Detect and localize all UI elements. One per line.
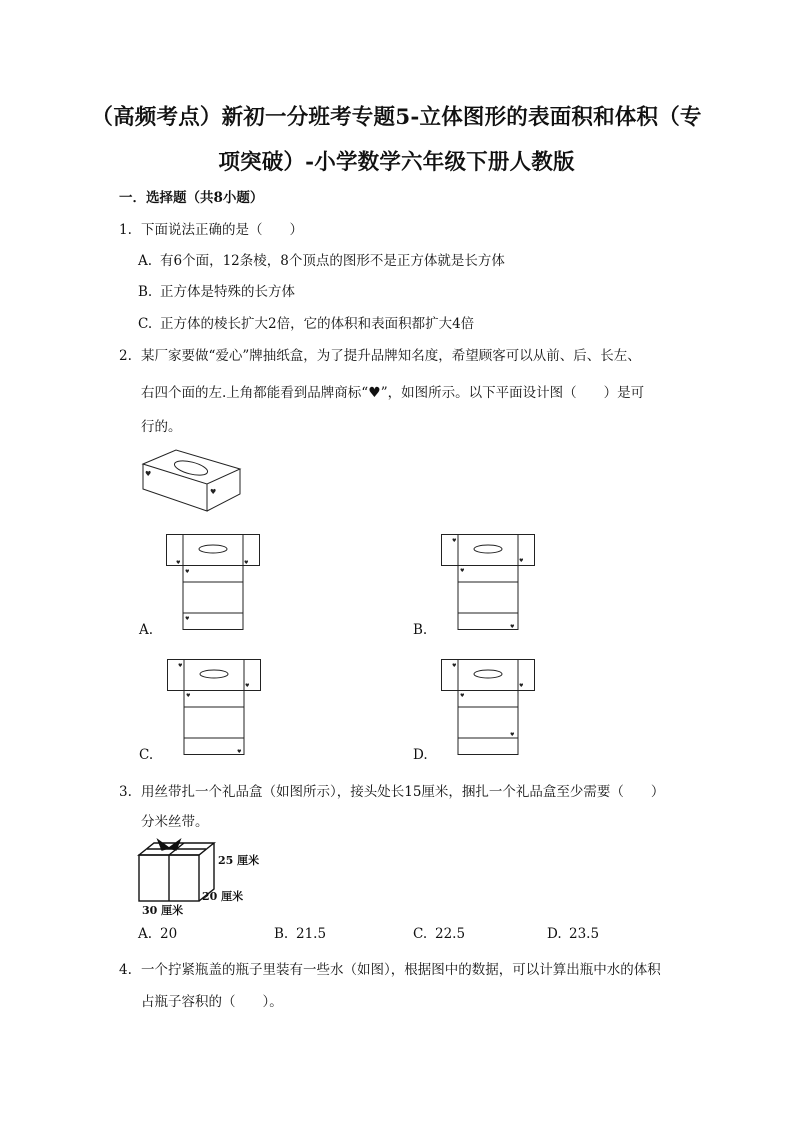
option-text: 正方体的棱长扩大2倍，它的体积和表面积都扩大4倍 <box>160 316 475 332</box>
question-3-option-d[interactable] <box>547 926 599 942</box>
option-label: B. <box>138 284 153 300</box>
document-title-line-2: 项突破）-小学数学六年级下册人教版 <box>218 150 575 175</box>
question-text: 用丝带扎一个礼品盒（如图所示），接头处长15厘米，捆扎一个礼品盒至少需要（ ） <box>141 784 665 800</box>
net-figure-c <box>167 659 263 759</box>
question-1-option-b[interactable] <box>138 280 295 300</box>
svg-text:♥: ♥ <box>510 624 515 630</box>
section-heading: 一．选择题（共8小题） <box>119 190 264 206</box>
option-text: 20 <box>160 926 178 942</box>
question-4-stem-line-1 <box>119 958 661 978</box>
question-3-stem-line-2: 分米丝带。 <box>141 814 209 830</box>
question-1-option-a[interactable] <box>138 249 505 269</box>
option-label: C. <box>413 926 428 942</box>
option-label: A. <box>138 253 153 269</box>
document-title-line-1: （高频考点）新初一分班考专题5-立体图形的表面积和体积（专 <box>91 105 702 130</box>
option-label: D. <box>547 926 562 942</box>
tissue-box-figure <box>140 447 240 517</box>
question-text: 一个拧紧瓶盖的瓶子里装有一些水（如图），根据图中的数据，可以计算出瓶中水的体积 <box>141 962 661 978</box>
svg-text:♥: ♥ <box>510 732 515 738</box>
heart-icon: ♥ <box>210 488 217 496</box>
svg-text:♥: ♥ <box>185 569 190 575</box>
svg-text:♥: ♥ <box>452 538 457 544</box>
heart-logo-icon: ♥ <box>368 385 381 401</box>
question-text: 下面说法正确的是（ ） <box>141 222 303 238</box>
question-3-stem-line-1 <box>119 780 664 800</box>
depth-label: 20 厘米 <box>202 890 244 903</box>
option-text: 22.5 <box>435 926 466 942</box>
question-number: 2. <box>119 348 132 364</box>
question-4-stem-line-2: 占瓶子容积的（ ）。 <box>141 994 283 1010</box>
question-text: 某厂家要做“爱心”牌抽纸盒，为了提升品牌知名度，希望顾客可以从前、后、长左、 <box>141 348 641 364</box>
option-label: A. <box>138 926 153 942</box>
question-text: ”，如图所示。以下平面设计图（ ）是可 <box>380 385 645 401</box>
question-number: 3. <box>119 784 132 800</box>
option-text: 有6个面，12条棱，8个顶点的图形不是正方体就是长方体 <box>160 253 505 269</box>
question-2-option-b[interactable]: B. <box>413 622 428 638</box>
option-text: 正方体是特殊的长方体 <box>160 284 295 300</box>
gift-box-figure <box>136 838 260 918</box>
question-2-option-c[interactable]: C. <box>139 747 154 763</box>
question-1-option-c[interactable] <box>138 312 474 332</box>
svg-text:♥: ♥ <box>460 568 465 574</box>
question-2-stem-line-1 <box>119 344 641 364</box>
svg-text:♥: ♥ <box>519 683 524 689</box>
net-figure-d <box>441 659 537 759</box>
heart-icon: ♥ <box>145 470 152 478</box>
svg-text:♥: ♥ <box>460 693 465 699</box>
net-figure-a <box>166 534 262 634</box>
option-text: 21.5 <box>296 926 327 942</box>
question-number: 1. <box>119 222 132 238</box>
svg-text:♥: ♥ <box>244 560 249 566</box>
question-number: 4. <box>119 962 132 978</box>
question-2-option-d[interactable]: D. <box>413 747 428 763</box>
option-text: 23.5 <box>569 926 600 942</box>
question-1-stem <box>119 218 303 238</box>
svg-text:♥: ♥ <box>519 558 524 564</box>
option-label: C. <box>138 316 153 332</box>
svg-text:♥: ♥ <box>237 749 242 755</box>
question-3-option-c[interactable] <box>413 926 465 942</box>
svg-text:♥: ♥ <box>185 616 190 622</box>
question-2-stem-line-2 <box>141 381 644 401</box>
question-text: 右四个面的左.上角都能看到品牌商标“ <box>141 385 369 401</box>
width-label: 30 厘米 <box>142 904 184 917</box>
svg-text:♥: ♥ <box>178 663 183 669</box>
question-2-option-a[interactable]: A. <box>139 622 154 638</box>
question-3-option-b[interactable] <box>274 926 326 942</box>
svg-text:♥: ♥ <box>452 663 457 669</box>
svg-text:♥: ♥ <box>176 560 181 566</box>
height-label: 25 厘米 <box>218 854 260 867</box>
svg-text:♥: ♥ <box>186 693 191 699</box>
question-2-stem-line-3: 行的。 <box>141 419 182 435</box>
question-3-option-a[interactable] <box>138 926 177 942</box>
net-figure-b <box>441 534 537 634</box>
option-label: B. <box>274 926 289 942</box>
svg-text:♥: ♥ <box>245 683 250 689</box>
